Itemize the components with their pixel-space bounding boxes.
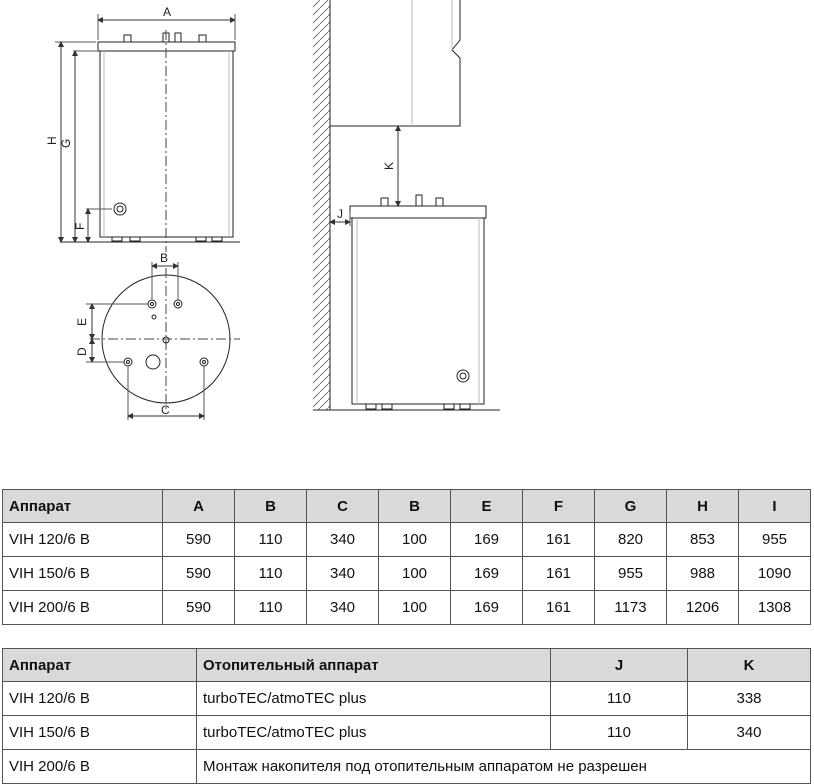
table-cell: 161 xyxy=(523,591,595,625)
front-view xyxy=(55,14,240,252)
header-cell: Отопительный аппарат xyxy=(197,649,551,682)
label-j: J xyxy=(337,207,343,221)
table-cell: 161 xyxy=(523,557,595,591)
table-cell: 590 xyxy=(163,591,235,625)
header-cell: B xyxy=(235,490,307,523)
label-d: D xyxy=(75,347,89,356)
table-cell: turboTEC/atmoTEC plus xyxy=(197,716,551,750)
table-header-row xyxy=(3,649,811,682)
header-cell: B xyxy=(379,490,451,523)
header-cell: E xyxy=(451,490,523,523)
table-cell: 161 xyxy=(523,523,595,557)
table-row xyxy=(3,591,811,625)
table-cell: 100 xyxy=(379,591,451,625)
header-cell: Аппарат xyxy=(3,649,197,682)
table-cell: 988 xyxy=(667,557,739,591)
table-row xyxy=(3,716,811,750)
label-b: B xyxy=(160,251,169,265)
label-k: K xyxy=(382,161,396,170)
table-cell: 1206 xyxy=(667,591,739,625)
table-cell-note: Монтаж накопителя под отопительным аппаратом не разрешен xyxy=(197,750,811,784)
table-header-row xyxy=(3,490,811,523)
table-cell: 100 xyxy=(379,523,451,557)
header-cell: J xyxy=(551,649,688,682)
table-cell: 110 xyxy=(235,523,307,557)
table-row xyxy=(3,682,811,716)
header-cell: F xyxy=(523,490,595,523)
table-cell: 110 xyxy=(551,716,688,750)
table-cell: 955 xyxy=(739,523,811,557)
table-cell: 820 xyxy=(595,523,667,557)
table-cell: turboTEC/atmoTEC plus xyxy=(197,682,551,716)
table-cell: 100 xyxy=(379,557,451,591)
table-cell: 169 xyxy=(451,523,523,557)
header-cell: G xyxy=(595,490,667,523)
table-cell: 1173 xyxy=(595,591,667,625)
table-cell: 338 xyxy=(688,682,811,716)
table-cell: 110 xyxy=(235,591,307,625)
compatibility-table xyxy=(2,648,811,784)
table-cell: VIH 200/6 B xyxy=(3,591,163,625)
side-view xyxy=(313,0,500,410)
table-cell: 340 xyxy=(307,591,379,625)
table-cell: 340 xyxy=(307,523,379,557)
top-view xyxy=(86,262,240,420)
table-cell: 590 xyxy=(163,523,235,557)
table-cell: VIH 150/6 B xyxy=(3,557,163,591)
label-g: G xyxy=(59,138,73,148)
table-row xyxy=(3,750,811,784)
table-cell: 169 xyxy=(451,591,523,625)
table-cell: 853 xyxy=(667,523,739,557)
header-cell: C xyxy=(307,490,379,523)
table-cell: VIH 120/6 B xyxy=(3,523,163,557)
table-cell: 1090 xyxy=(739,557,811,591)
header-cell: H xyxy=(667,490,739,523)
label-a: A xyxy=(163,5,172,19)
table-cell: 340 xyxy=(688,716,811,750)
table-cell: 955 xyxy=(595,557,667,591)
table-row xyxy=(3,557,811,591)
table-row xyxy=(3,523,811,557)
table-cell: 110 xyxy=(235,557,307,591)
label-c: C xyxy=(161,403,170,417)
table-cell: VIH 200/6 B xyxy=(3,750,197,784)
table-cell: 169 xyxy=(451,557,523,591)
header-cell: I xyxy=(739,490,811,523)
table-cell: 1308 xyxy=(739,591,811,625)
table-cell: VIH 120/6 B xyxy=(3,682,197,716)
header-cell: K xyxy=(688,649,811,682)
dimensions-table xyxy=(2,489,811,625)
header-cell: A xyxy=(163,490,235,523)
label-e: E xyxy=(75,317,89,326)
table-cell: 590 xyxy=(163,557,235,591)
table-cell: 110 xyxy=(551,682,688,716)
header-cell: Аппарат xyxy=(3,490,163,523)
table-cell: VIH 150/6 B xyxy=(3,716,197,750)
table-cell: 340 xyxy=(307,557,379,591)
label-h: H xyxy=(45,136,59,145)
label-f: F xyxy=(73,222,87,230)
